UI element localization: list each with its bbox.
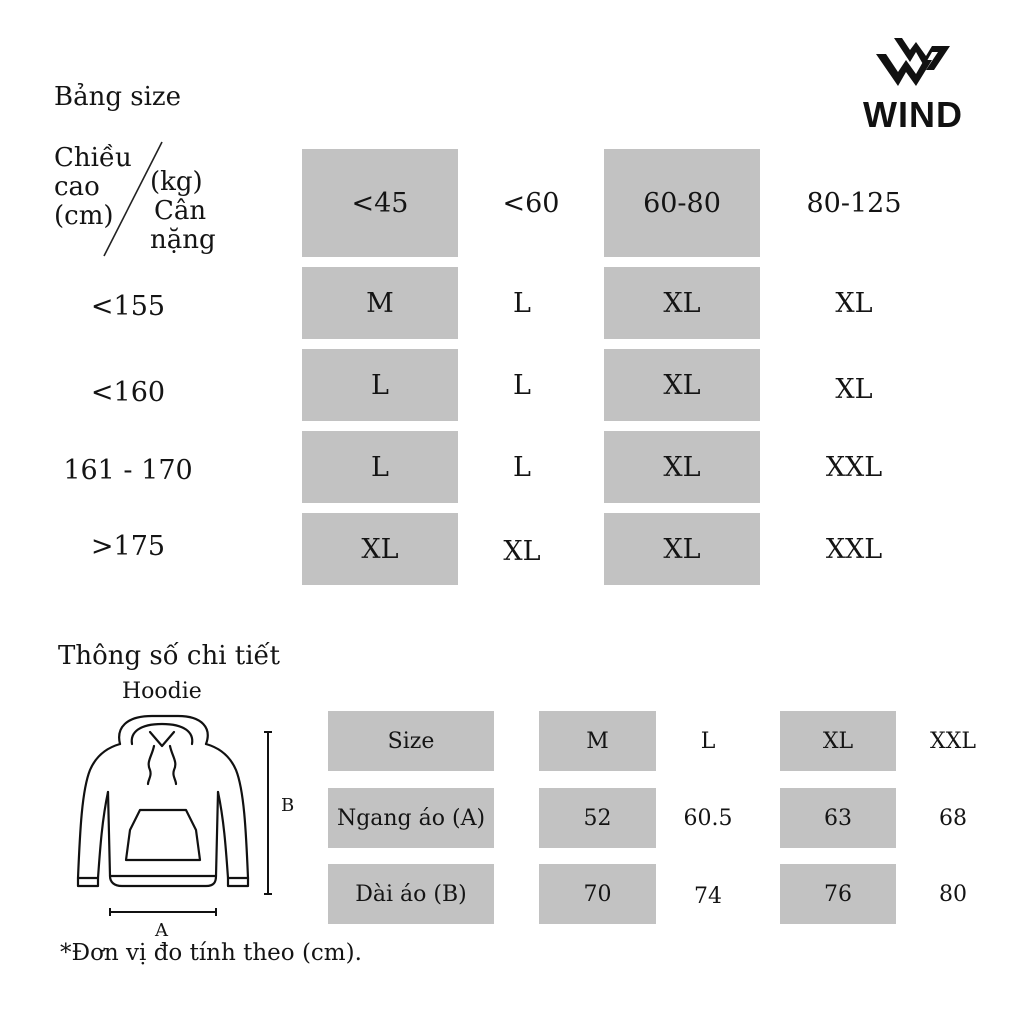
detail-value: 74 [694, 883, 722, 909]
height-row-4: >175 [90, 531, 166, 562]
size-cell: XL [503, 535, 541, 567]
dimension-b-label: B [281, 795, 295, 816]
size-cell: XL [604, 349, 760, 421]
detail-header-m: M [539, 711, 656, 771]
height-row-2: <160 [90, 377, 166, 408]
weight-col-1: <45 [302, 149, 458, 257]
unit-footnote: *Đơn vị đo tính theo (cm). [60, 940, 362, 966]
weight-label-line1: (kg) [150, 167, 203, 197]
wind-logo-icon [876, 36, 950, 88]
weight-label-line3: nặng [150, 225, 216, 255]
size-cell: XL [302, 513, 458, 585]
detail-row-label: Ngang áo (A) [328, 788, 494, 848]
weight-col-4: 80-125 [806, 187, 902, 219]
size-cell: XXL [825, 451, 883, 483]
size-cell: XL [604, 431, 760, 503]
hoodie-illustration-icon [70, 710, 260, 900]
detail-value: 70 [539, 864, 656, 924]
dimension-a-line [108, 906, 218, 918]
brand-logo-text: WIND [863, 94, 963, 135]
detail-row-label: Dài áo (B) [328, 864, 494, 924]
size-cell: L [302, 431, 458, 503]
dimension-a-label: A [155, 920, 168, 941]
weight-col-2: <60 [502, 187, 560, 219]
details-title: Thông số chi tiết [58, 641, 281, 671]
detail-value: 63 [780, 788, 896, 848]
size-cell: L [513, 369, 531, 401]
size-cell: L [302, 349, 458, 421]
detail-value: 68 [939, 805, 967, 831]
weight-label-line2: Cân [154, 196, 207, 226]
detail-header-xl: XL [780, 711, 896, 771]
weight-axis-label [150, 168, 216, 255]
height-label-line1: Chiều [54, 143, 132, 173]
height-row-3: 161 - 170 [63, 455, 193, 486]
size-cell: XL [604, 267, 760, 339]
detail-value: 76 [780, 864, 896, 924]
size-cell: L [513, 287, 531, 319]
size-chart-title: Bảng size [54, 82, 182, 112]
detail-value: 80 [939, 881, 967, 907]
size-cell: L [513, 451, 531, 483]
detail-value: 52 [539, 788, 656, 848]
size-cell: XL [835, 373, 873, 405]
height-row-1: <155 [90, 291, 166, 322]
detail-value: 60.5 [683, 805, 733, 831]
dimension-b-line [262, 730, 274, 896]
height-label-line2: cao [54, 172, 100, 202]
size-cell: XXL [825, 533, 883, 565]
detail-header-xxl: XXL [930, 728, 976, 754]
detail-header-l: L [700, 728, 716, 754]
size-cell: XL [604, 513, 760, 585]
height-label-line3: (cm) [54, 201, 114, 231]
size-cell: M [302, 267, 458, 339]
weight-col-3: 60-80 [604, 149, 760, 257]
hoodie-label: Hoodie [122, 679, 202, 704]
size-cell: XL [835, 287, 873, 319]
detail-header-size: Size [328, 711, 494, 771]
